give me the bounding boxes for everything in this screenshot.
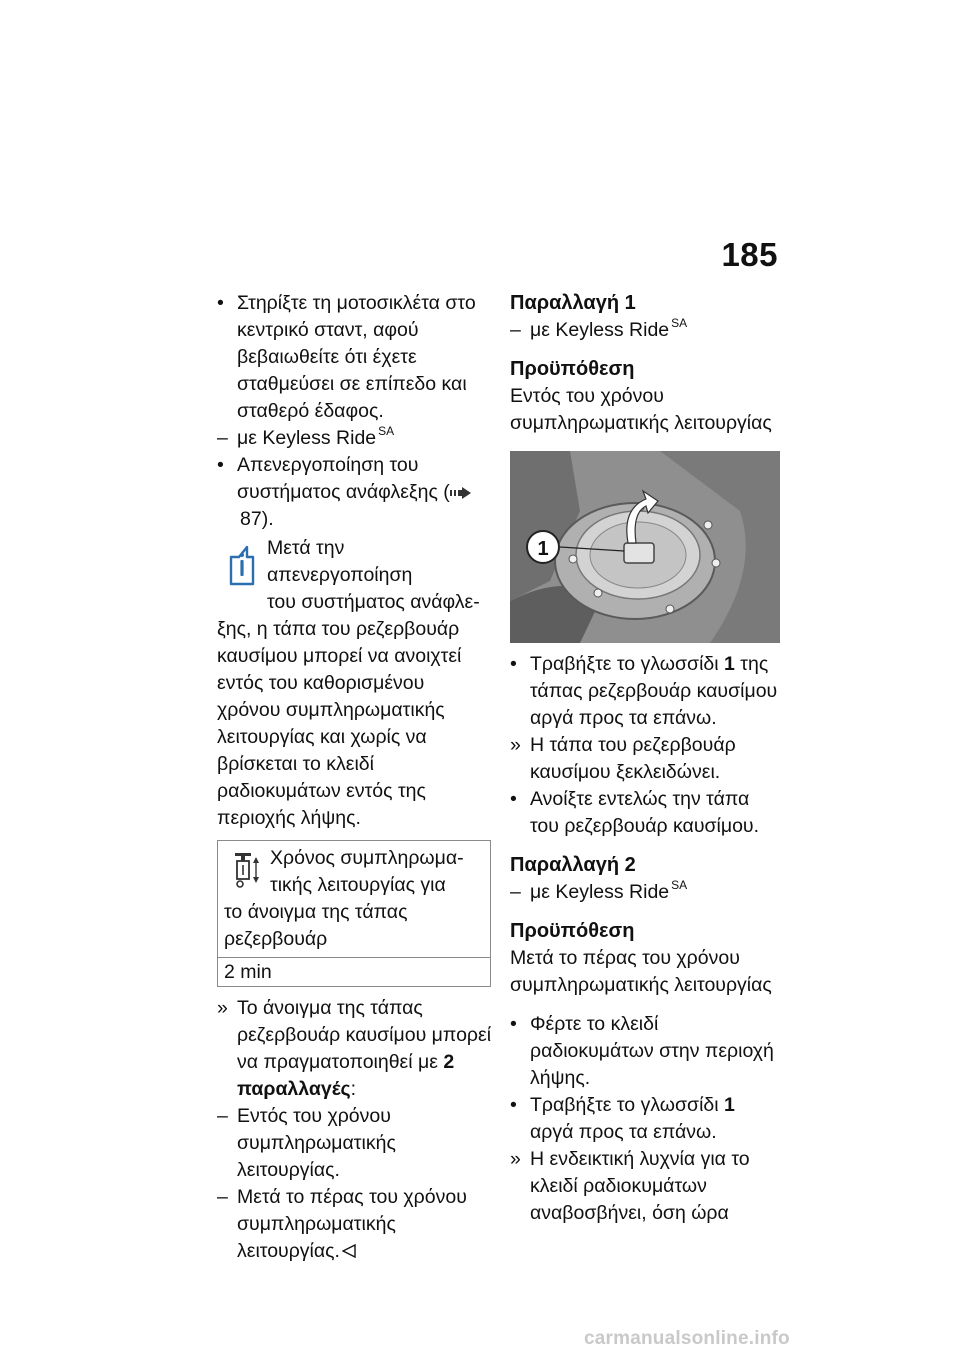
result-text: Η τάπα του ρεζερβουάρ καυσίμου ξεκλειδώνει. bbox=[530, 734, 736, 783]
result-two-variants bbox=[217, 995, 492, 1103]
spec-box bbox=[217, 840, 491, 987]
end-triangle-icon bbox=[342, 1244, 356, 1258]
condition-keyless-ride bbox=[510, 317, 782, 344]
step-text: Τραβήξτε το γλωσσίδι bbox=[530, 653, 725, 675]
step-callout-number: 1 bbox=[724, 1094, 735, 1116]
step-pull-tab-slowly bbox=[510, 1092, 782, 1146]
step-bullet-ignition-off bbox=[217, 452, 492, 533]
spec-line-2: τικής λειτουργίας για bbox=[270, 874, 446, 896]
step-bring-key bbox=[510, 1011, 782, 1092]
watermark: carmanualsonline.info bbox=[584, 1328, 790, 1349]
fuel-cap-drawing bbox=[510, 451, 780, 643]
step-text-end: της τάπας ρεζερβουάρ καυσίμου αργά προς τα επάνω. bbox=[530, 653, 778, 729]
result-text: Η ενδεικτική λυχνία για το κλειδί ραδιοκυμάτων αναβοσβήνει, όση ώρα bbox=[530, 1148, 750, 1224]
sa-superscript: SA bbox=[671, 877, 688, 892]
result-mark bbox=[510, 1146, 530, 1173]
page-reference[interactable]: 87 bbox=[240, 508, 262, 530]
step-text: Ανοίξτε εντελώς την τάπα του ρεζερβουάρ καυσίμου. bbox=[530, 788, 760, 837]
dash-mark bbox=[510, 317, 530, 344]
dash-mark bbox=[217, 425, 237, 452]
step-pull-tab bbox=[510, 651, 782, 732]
condition-text: με Keyless Ride bbox=[237, 427, 377, 449]
prerequisite-text: Μετά το πέρας του χρόνου συμπληρωματικής λειτουργίας bbox=[510, 947, 772, 996]
sa-superscript: SA bbox=[378, 423, 395, 438]
step-text-end: ). bbox=[261, 508, 274, 530]
condition-within-time bbox=[217, 1103, 492, 1184]
dash-mark bbox=[510, 879, 530, 906]
condition-text: Εντός του χρόνου συμπληρωματικής λειτουργίας. bbox=[237, 1105, 396, 1181]
step-bullet-center-stand bbox=[217, 290, 492, 425]
spec-value: 2 min bbox=[218, 957, 490, 986]
stopwatch-icon bbox=[232, 851, 264, 889]
info-text: ξης, η τάπα του ρεζερβουάρ καυσίμου μπορεί να ανοιχτεί εντός του καθορισμένου χρόνου συμπληρωματικής λειτουργίας και χωρίς να βρίσκεται το κλειδί ραδιοκυμάτων εντός της περιοχής λήψης. bbox=[217, 618, 462, 829]
bullet-mark bbox=[217, 452, 237, 479]
variant-1-heading: Παραλλαγή 1 bbox=[510, 292, 636, 314]
spec-label bbox=[218, 841, 490, 957]
condition-keyless-ride bbox=[217, 425, 492, 452]
spec-line-1: Χρόνος συμπληρωμα- bbox=[270, 847, 464, 869]
bullet-mark bbox=[217, 290, 237, 317]
step-text-end: αργά προς τα επάνω. bbox=[530, 1121, 717, 1143]
prerequisite-text: Εντός του χρόνου συμπληρωματικής λειτουργίας bbox=[510, 385, 772, 434]
result-cap-unlocks bbox=[510, 732, 782, 786]
result-bold: 2 παραλλαγές bbox=[237, 1051, 455, 1100]
dash-mark bbox=[217, 1184, 237, 1211]
bullet-mark bbox=[510, 1092, 530, 1119]
step-open-cap bbox=[510, 786, 782, 840]
step-text: Απενεργοποίηση του συστήματος ανάφλεξης ( bbox=[237, 454, 450, 503]
condition-after-time bbox=[217, 1184, 492, 1265]
info-note bbox=[217, 535, 492, 832]
step-text: Τραβήξτε το γλωσσίδι bbox=[530, 1094, 725, 1116]
result-mark bbox=[217, 995, 237, 1022]
prerequisite-heading: Προϋπόθεση bbox=[510, 358, 635, 380]
left-column bbox=[217, 290, 492, 1265]
result-end: : bbox=[350, 1078, 357, 1100]
page-number: 185 bbox=[721, 236, 778, 273]
step-text: Φέρτε το κλειδί ραδιοκυμάτων στην περιοχή λήψης. bbox=[530, 1013, 774, 1089]
step-text: Στηρίξτε τη μοτοσικλέτα στο κεντρικό σταντ, αφού βεβαιωθείτε ότι έχετε σταθμεύσει σε επίπεδο και σταθερό έδαφος. bbox=[237, 292, 476, 422]
bullet-mark bbox=[510, 1011, 530, 1038]
sa-superscript: SA bbox=[671, 315, 688, 330]
step-callout-number: 1 bbox=[724, 653, 735, 675]
info-line-2: του συστήματος ανάφλε- bbox=[267, 591, 480, 613]
result-mark bbox=[510, 732, 530, 759]
dash-mark bbox=[217, 1103, 237, 1130]
figure-callout-1: 1 bbox=[537, 538, 549, 560]
bullet-mark bbox=[510, 786, 530, 813]
condition-text: με Keyless Ride bbox=[530, 881, 670, 903]
right-column bbox=[510, 290, 782, 1227]
spec-line-rest: το άνοιγμα της τάπας ρεζερβουάρ bbox=[224, 901, 408, 950]
condition-text: με Keyless Ride bbox=[530, 319, 670, 341]
info-icon bbox=[223, 543, 261, 587]
info-line-1: Μετά την απενεργοποίηση bbox=[267, 537, 413, 586]
prerequisite-heading: Προϋπόθεση bbox=[510, 920, 635, 942]
bullet-mark bbox=[510, 651, 530, 678]
variant-2-heading: Παραλλαγή 2 bbox=[510, 854, 636, 876]
result-indicator-flashes bbox=[510, 1146, 782, 1227]
condition-text: Μετά το πέρας του χρόνου συμπληρωματικής λειτουργίας. bbox=[237, 1186, 467, 1262]
arrow-icon bbox=[450, 487, 472, 499]
condition-keyless-ride bbox=[510, 879, 782, 906]
fuel-cap-illustration bbox=[510, 451, 780, 643]
result-text: Το άνοιγμα της τάπας ρεζερβουάρ καυσίμου μπορεί να πραγματοποιηθεί με bbox=[237, 997, 492, 1073]
